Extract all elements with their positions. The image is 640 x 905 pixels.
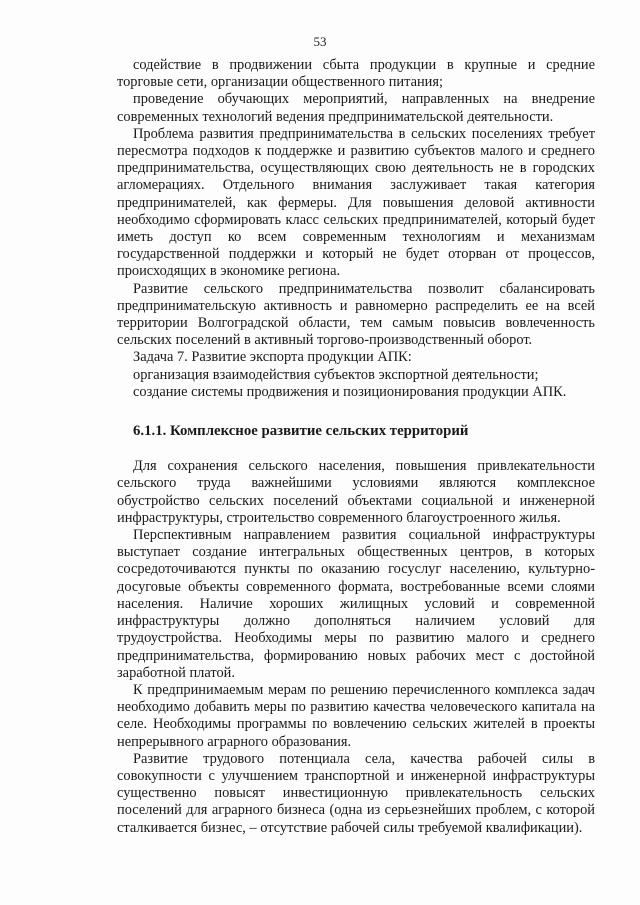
task-title: Задача 7. Развитие экспорта продукции АПК: (133, 349, 412, 366)
paragraph: проведение обучающих мероприятий, направленных на внедрение современных технологий ведения предпринимательской деятельности. (117, 91, 595, 125)
paragraph: Развитие сельского предпринимательства позволит сбалансировать предпринимательскую активность и равномерно распределить ее на всей территории Волгоградской области, тем самым повысив вовлеченность сельских поселений в активный торгово-производственный оборот. (117, 280, 595, 349)
section-heading: 6.1.1. Комплексное развитие сельских территорий (133, 423, 469, 440)
paragraph: К предпринимаемым мерам по решению перечисленного комплекса задач необходимо добавить меры по развитию качества человеческого капитала на селе. Необходимы программы по вовлечению сельских жителей в проекты непрерывного аграрного образования. (117, 681, 595, 750)
paragraph: Для сохранения сельского населения, повышения привлекательности сельского труда важнейшими условиями являются комплексное обустройство сельских поселений объектами социальной и инженерной инфраструктуры, строительство современного благоустроенного жилья. (117, 458, 595, 526)
list-item: организация взаимодействия субъектов экспортной деятельности; (133, 366, 539, 383)
list-item: создание системы продвижения и позиционирования продукции АПК. (133, 383, 567, 400)
paragraph: Перспективным направлением развития социальной инфраструктуры выступает создание интегральных общественных центров, в которых сосредоточиваются пункты по оказанию госуслуг населению, культурно-досуговые объекты современного формата, востребованные всеми слоями населения. Наличие хороших жилищных условий и современной инфраструктуры должно дополняться наличием условий для трудоустройства. Необходимы меры по развитию малого и среднего предпринимательства, формированию новых рабочих мест с достойной заработной платой. (117, 527, 595, 681)
page-body (117, 57, 595, 837)
page-number: 53 (313, 34, 327, 49)
paragraph: содействие в продвижении сбыта продукции в крупные и средние торговые сети, организации общественного питания; (117, 57, 595, 91)
paragraph: Проблема развития предпринимательства в сельских поселениях требует пересмотра подходов к поддержке и развитию субъектов малого и среднего предпринимательства, осуществляющих свою деятельность не в городских агломерациях. Отдельного внимания заслуживает такая категория предпринимателей, как фермеры. Для повышения деловой активности необходимо сформировать класс сельских предпринимателей, который будет иметь доступ ко всем современным технологиям и механизмам государственной поддержки и который не будет оторван от процессов, происходящих в экономике региона. (117, 125, 595, 280)
paragraph: Развитие трудового потенциала села, качества рабочей силы в совокупности с улучшением транспортной и инженерной инфраструктуры существенно повысят инвестиционную привлекательность сельских поселений для аграрного бизнеса (одна из серьезнейших проблем, с которой сталкивается бизнес, – отсутствие рабочей силы требуемой квалификации). (117, 750, 595, 836)
